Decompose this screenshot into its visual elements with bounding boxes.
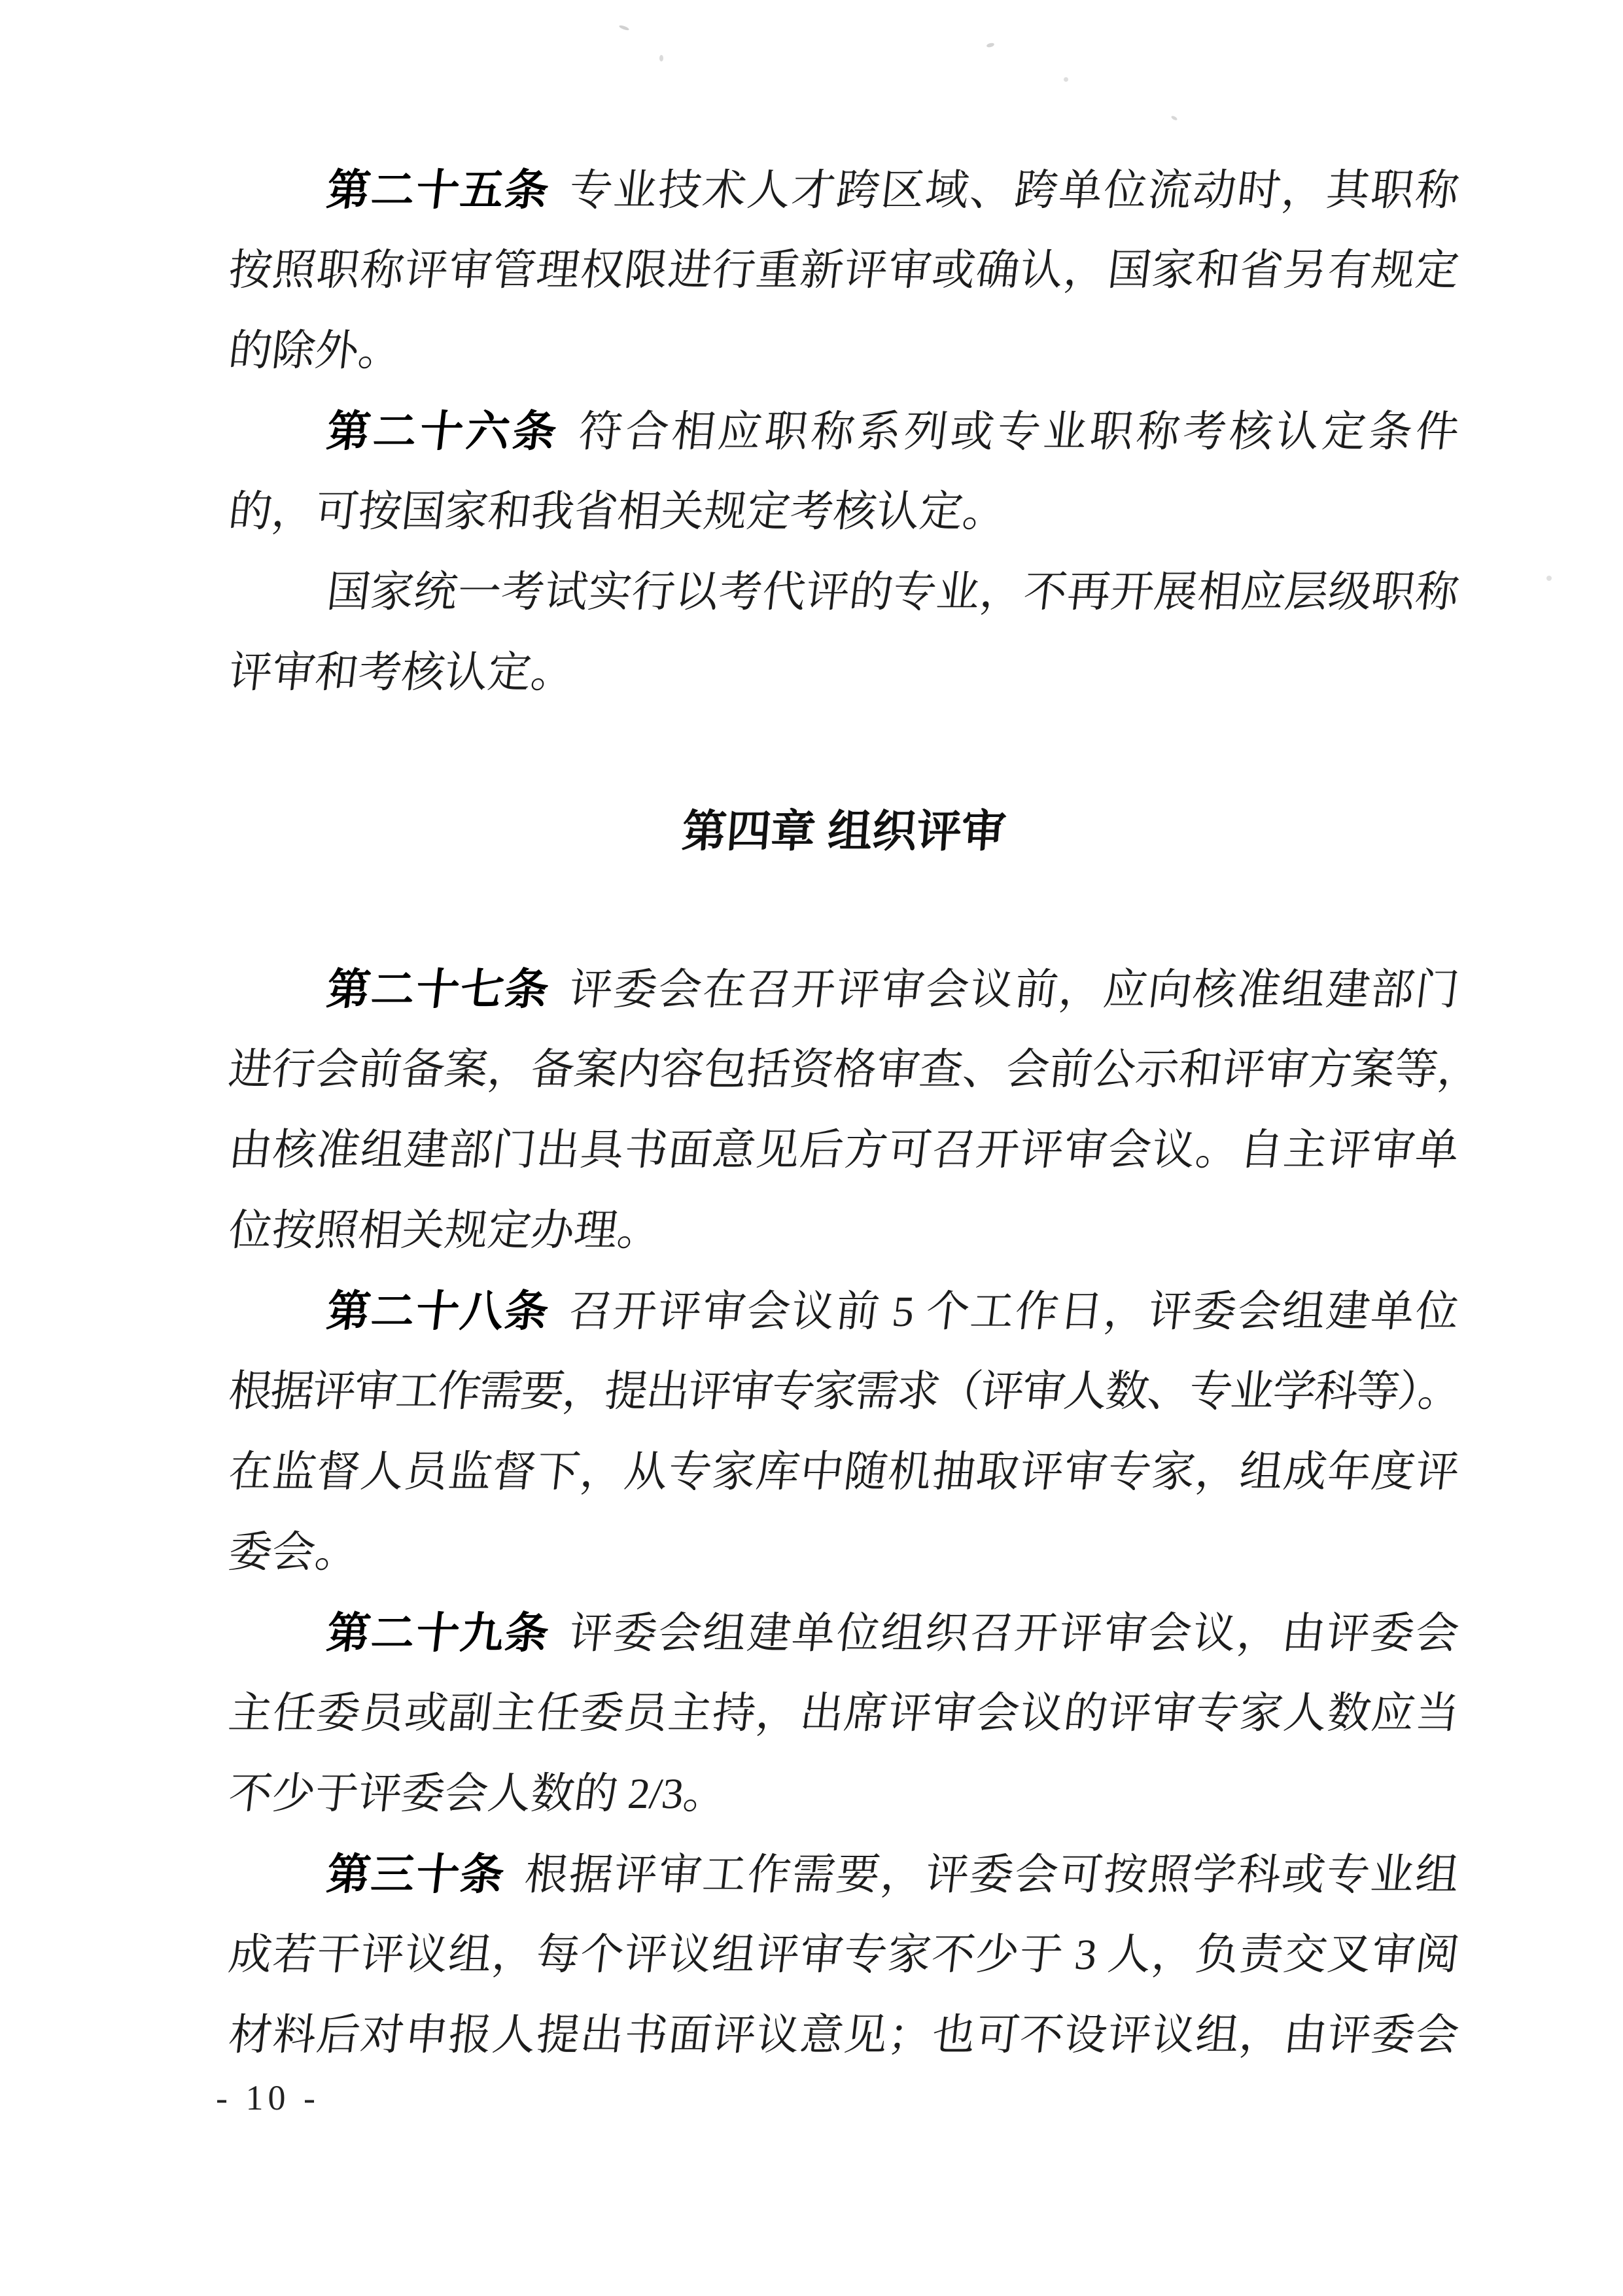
line-text: 国家统一考试实行以考代评的专业，不再开展相应层级职称 bbox=[324, 568, 1462, 616]
scan-speck bbox=[619, 24, 630, 31]
text-line bbox=[224, 1915, 1463, 1995]
scan-speck bbox=[1064, 77, 1068, 82]
text-line bbox=[224, 1110, 1463, 1191]
line-text: 材料后对申报人提出书面评议意见；也可不设评议组，由评委会 bbox=[226, 2011, 1462, 2059]
article-number: 第二十八条 bbox=[324, 1287, 553, 1335]
article-number: 第二十九条 bbox=[324, 1609, 553, 1657]
line-text: 根据评审工作需要，提出评审专家需求（评审人数、专业学科等）。 bbox=[226, 1368, 1462, 1416]
text-line bbox=[224, 1030, 1484, 1110]
text-line bbox=[224, 552, 1463, 633]
line-text: 的除外。 bbox=[226, 327, 405, 375]
line-text: 符合相应职称系列或专业职称考核认定条件 bbox=[576, 408, 1462, 456]
line-text: 评委会组建单位组织召开评审会议，由评委会 bbox=[567, 1610, 1462, 1658]
article-number: 第三十条 bbox=[324, 1850, 508, 1898]
line-text: 位按照相关规定办理。 bbox=[226, 1207, 664, 1255]
text-line bbox=[224, 230, 1463, 311]
text-line bbox=[224, 633, 1463, 713]
scan-speck bbox=[1170, 115, 1178, 121]
text-line bbox=[224, 949, 1463, 1030]
text-line bbox=[224, 1351, 1463, 1432]
text-line bbox=[224, 472, 1463, 552]
document-body bbox=[226, 150, 1484, 2076]
scan-speck bbox=[1546, 576, 1552, 581]
line-text: 主任委员或副主任委员主持，出席评审会议的评审专家人数应当 bbox=[226, 1690, 1462, 1737]
text-line bbox=[224, 1512, 1463, 1593]
chapter-heading: 第四章 组织评审 bbox=[680, 807, 1008, 856]
article-number: 第二十七条 bbox=[324, 965, 553, 1013]
line-text: 的，可按国家和我省相关规定考核认定。 bbox=[226, 488, 1009, 536]
line-text: 召开评审会议前 5 个工作日，评委会组建单位 bbox=[566, 1288, 1462, 1336]
line-text: 根据评审工作需要，评委会可按照学科或专业组 bbox=[522, 1851, 1462, 1899]
line-text: 不少于评委会人数的 2/3。 bbox=[226, 1770, 730, 1818]
line-text: 委会。 bbox=[226, 1529, 362, 1576]
text-line bbox=[224, 1432, 1463, 1512]
text-line bbox=[224, 1673, 1463, 1754]
article-number: 第二十六条 bbox=[324, 407, 563, 455]
text-line bbox=[224, 391, 1463, 472]
text-line bbox=[224, 311, 1463, 391]
text-line bbox=[224, 150, 1463, 230]
scan-speck bbox=[986, 43, 994, 48]
line-text: 专业技术人才跨区域、跨单位流动时，其职称 bbox=[567, 167, 1462, 215]
page-number: - 10 - bbox=[216, 2078, 320, 2117]
line-text: 在监督人员监督下，从专家库中随机抽取评审专家，组成年度评 bbox=[226, 1448, 1462, 1496]
line-text: 评委会在召开评审会议前，应向核准组建部门 bbox=[567, 966, 1462, 1014]
article-number: 第二十五条 bbox=[324, 165, 553, 214]
line-text: 评审和考核认定。 bbox=[226, 649, 578, 697]
text-line bbox=[224, 1271, 1463, 1351]
line-text: 由核准组建部门出具书面意见后方可召开评审会议。自主评审单 bbox=[226, 1126, 1462, 1174]
line-text: 按照职称评审管理权限进行重新评审或确认，国家和省另有规定 bbox=[226, 247, 1462, 294]
text-line bbox=[224, 1754, 1463, 1834]
text-line bbox=[224, 1593, 1463, 1673]
text-line bbox=[224, 1834, 1463, 1915]
text-line bbox=[224, 1191, 1463, 1271]
scan-speck bbox=[659, 55, 663, 61]
line-text: 成若干评议组，每个评议组评审专家不少于 3 人，负责交叉审阅 bbox=[226, 1931, 1462, 1979]
text-line bbox=[224, 1995, 1463, 2076]
line-text: 进行会前备案，备案内容包括资格审查、会前公示和评审方案等， bbox=[226, 1046, 1484, 1094]
